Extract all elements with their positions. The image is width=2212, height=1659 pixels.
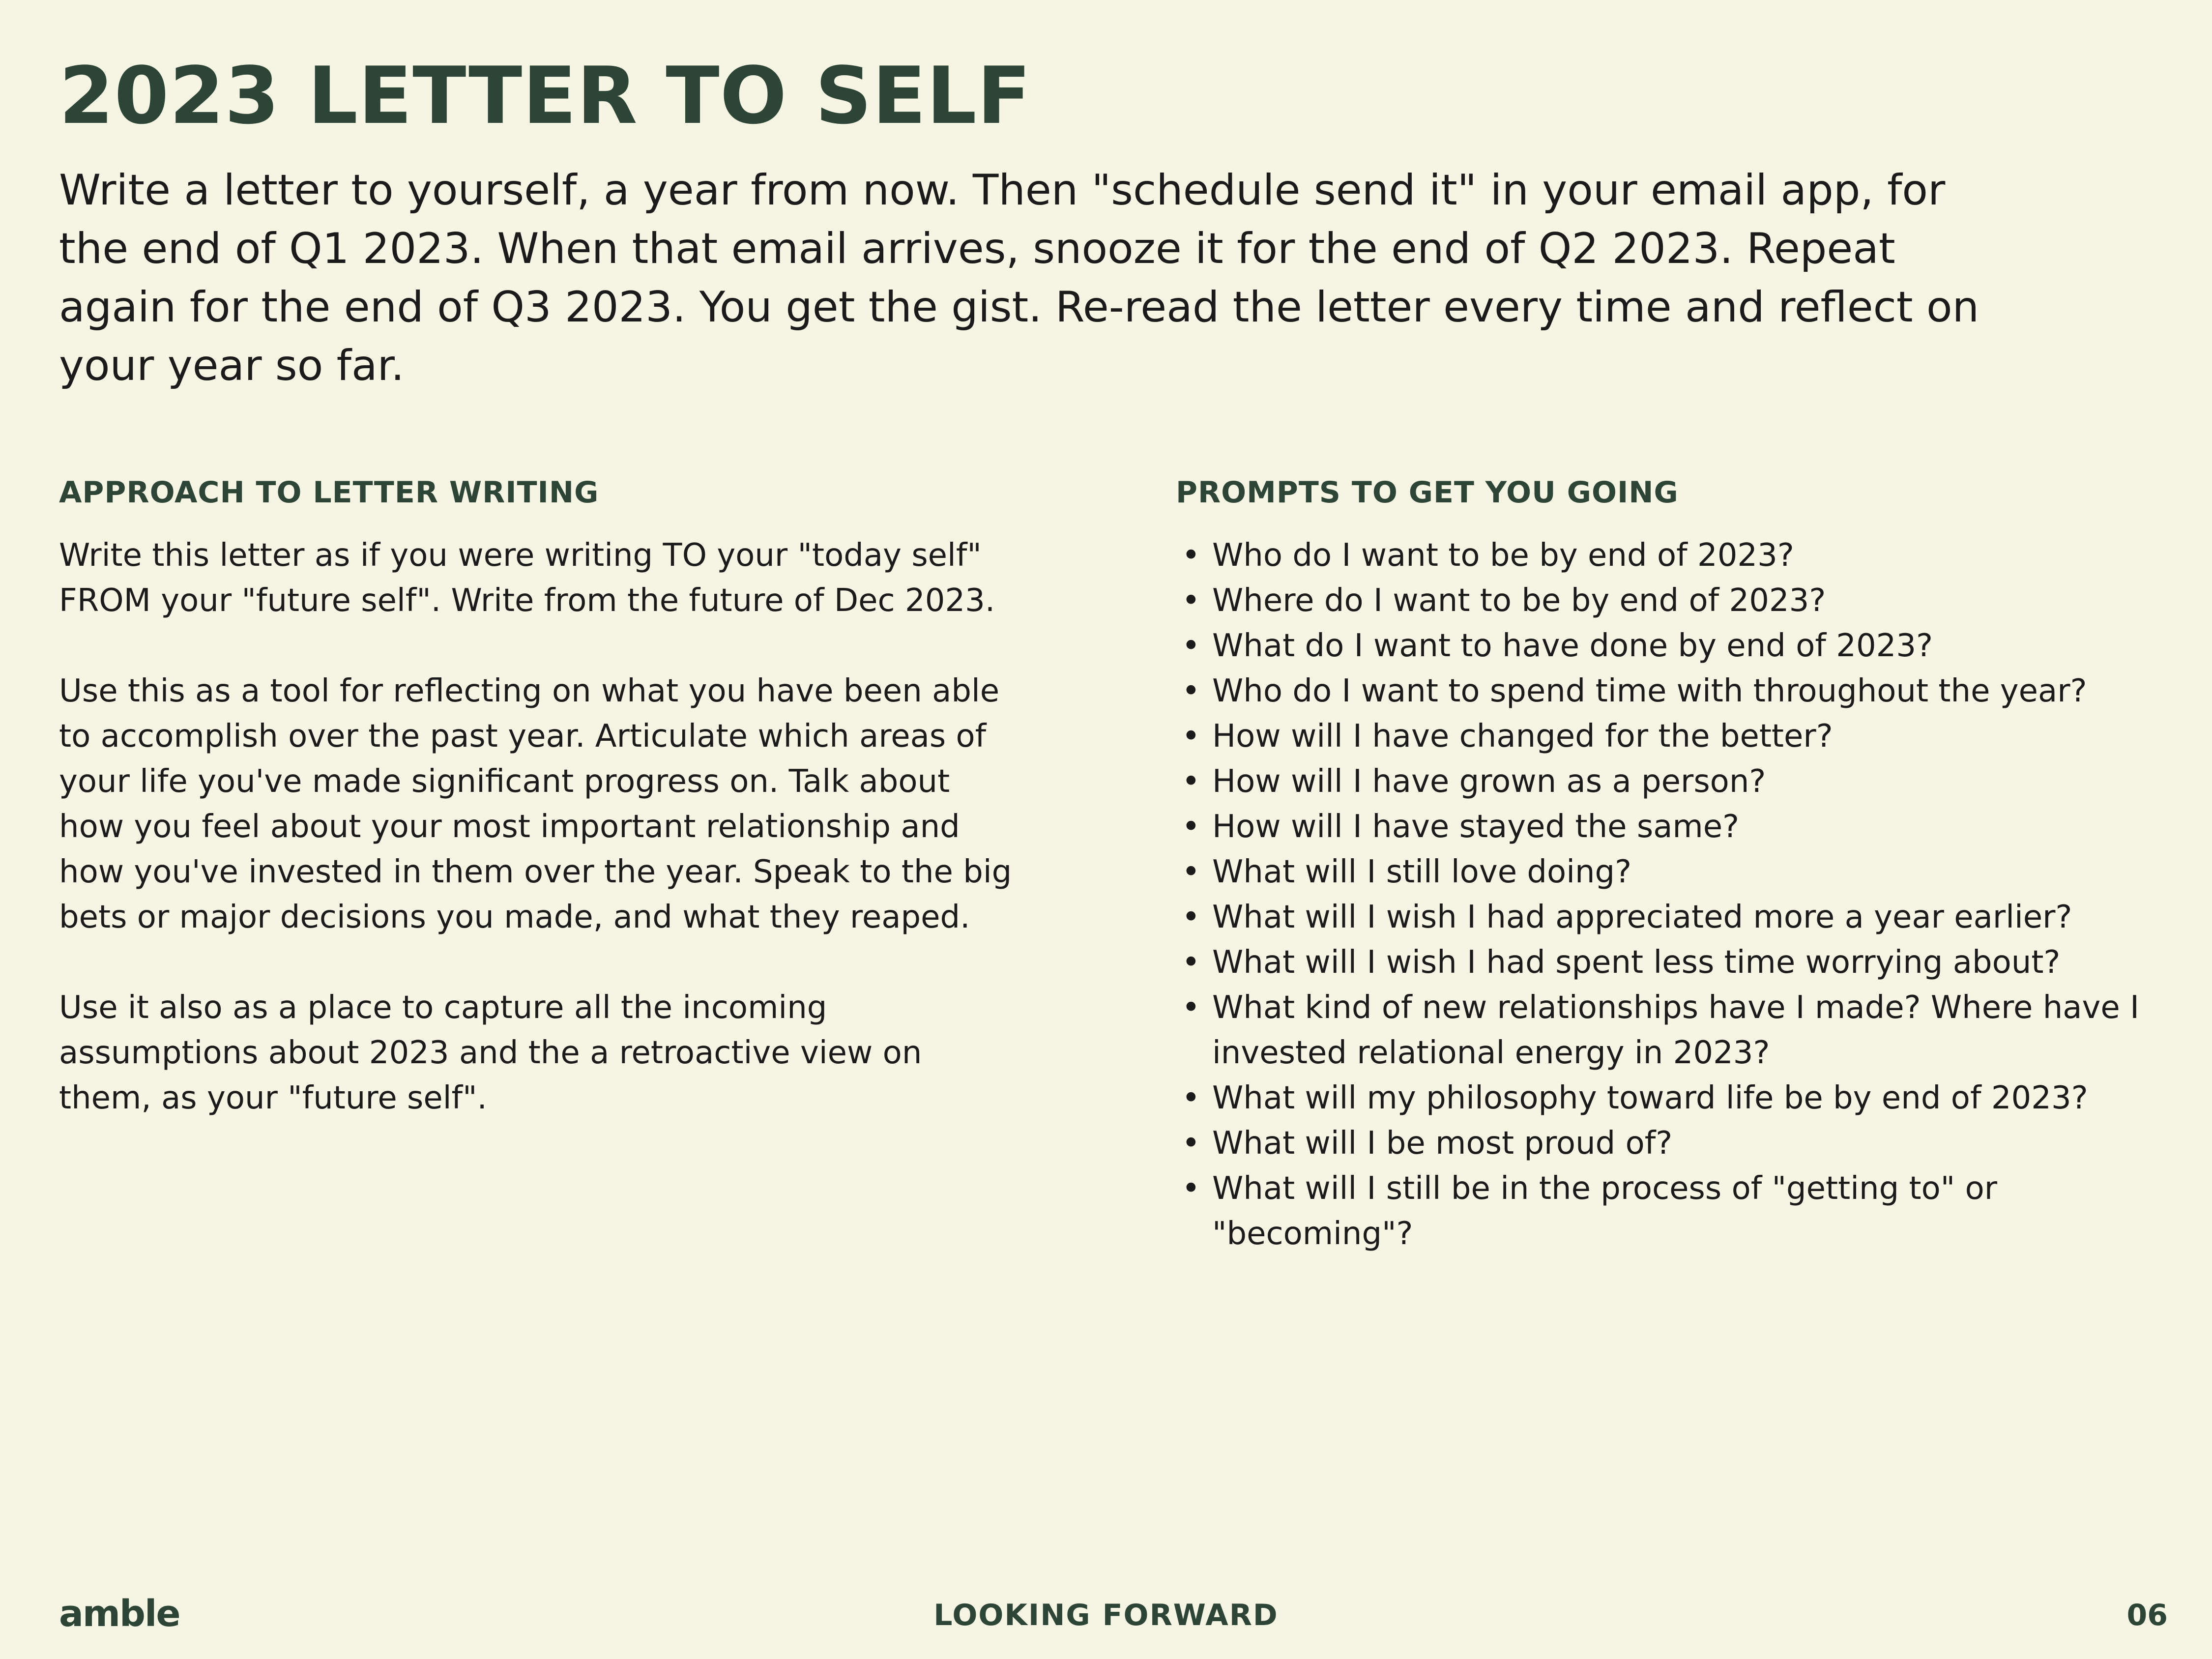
prompt-item: • What will I still love doing?: [1176, 849, 2139, 895]
amble-logo: amble: [59, 1593, 180, 1635]
intro-text: Write a letter to yourself, a year from now. Then "schedule send it" in your email app, for the end of Q1 2023. When that email arrives, snooze it for the end of Q2 2023. Repeat again for the end of Q3 2023. You get the gist. Re-read the letter every time and reflect on your year so far.: [59, 166, 1979, 390]
prompt-item: • What will I wish I had appreciated more a year earlier?: [1176, 895, 2139, 940]
footer-section-label: LOOKING FORWARD: [933, 1598, 1279, 1632]
approach-heading: APPROACH TO LETTER WRITING: [59, 475, 599, 510]
prompt-item: • What will I be most proud of?: [1176, 1121, 2139, 1166]
prompts-list: [1176, 533, 2139, 1256]
prompt-item: • Who do I want to spend time with throughout the year?: [1176, 669, 2139, 714]
approach-section: [59, 472, 1018, 1121]
prompts-section: [1176, 472, 2139, 1256]
prompt-item: • What will my philosophy toward life be by end of 2023?: [1176, 1076, 2139, 1121]
prompt-item: • What will I still be in the process of "getting to" or "becoming"?: [1176, 1166, 2139, 1256]
prompt-item: • What kind of new relationships have I made? Where have I invested relational energy in 2023?: [1176, 985, 2139, 1076]
page-number: 06: [2126, 1598, 2168, 1632]
page-title: 2023 LETTER TO SELF: [59, 50, 1032, 142]
prompt-item: • What do I want to have done by end of 2023?: [1176, 623, 2139, 669]
prompt-item: • How will I have stayed the same?: [1176, 804, 2139, 849]
prompt-item: • How will I have grown as a person?: [1176, 759, 2139, 804]
prompt-item: • How will I have changed for the better?: [1176, 714, 2139, 759]
prompt-item: • What will I wish I had spent less time worrying about?: [1176, 940, 2139, 985]
prompt-item: • Where do I want to be by end of 2023?: [1176, 578, 2139, 623]
prompts-heading: PROMPTS TO GET YOU GOING: [1176, 475, 1679, 510]
prompt-item: • Who do I want to be by end of 2023?: [1176, 533, 2139, 578]
approach-paragraph: Use it also as a place to capture all the incoming assumptions about 2023 and the a retroactive view on them, as your "future self".: [59, 990, 922, 1116]
approach-paragraph: Write this letter as if you were writing TO your "today self" FROM your "future self". Write from the future of Dec 2023.: [59, 537, 995, 619]
approach-paragraph: Use this as a tool for reflecting on what you have been able to accomplish over the past year. Articulate which areas of your life you've made significant progress on. Talk about how you feel about your most important relationship and how you've invested in them over the year. Speak to the big bets or major decisions you made, and what they reaped.: [59, 673, 1012, 935]
